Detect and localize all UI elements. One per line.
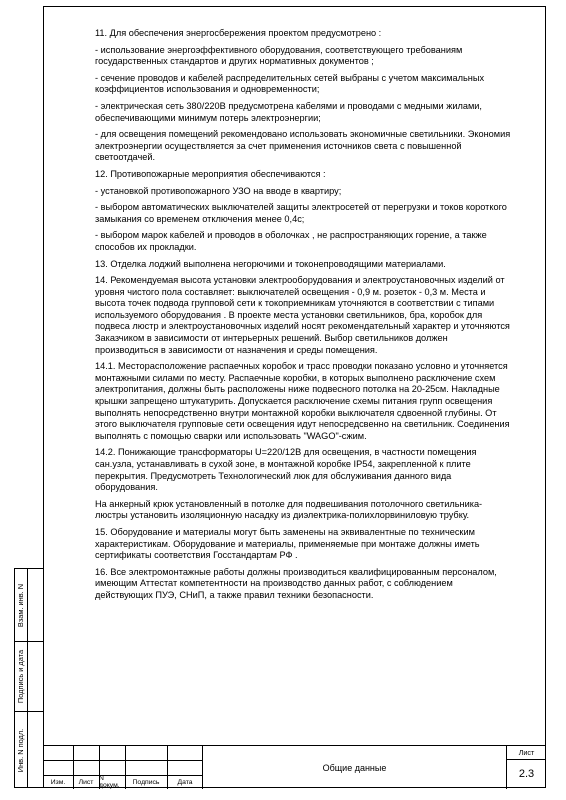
side-label-vzam: Взам. инв. N (16, 583, 26, 627)
side-label-inv: Инв. N подл. (16, 728, 26, 772)
note-14-2: 14.2. Понижающие трансформаторы U=220/12В для освещения, в частности помещения сан.узла, устанавливать в сухой зоне, в монтажной коробке IP54, закрепленной к плите перекрытия. Предусмотреть Технологический люк для обслуживания данного вида оборудования. (95, 447, 477, 493)
note-11-item-3: - электрическая сеть 380/220В предусмотрена кабелями и проводами с медными жилами, обеспечивающими минимум потерь электроэнергии; (95, 100, 482, 123)
note-15: 15. Оборудование и материалы могут быть заменены на эквивалентные по техническим характеристикам. Оборудование и материалы, применяемые при монтаже должны иметь сертификаты соответствия Госстандартам РФ . (95, 526, 480, 561)
title-block (43, 745, 546, 788)
note-14: 14. Рекомендуемая высота установки электрооборудования и электроустановочных изделий от уровня чистого пола составляет: выключателей освещения - 0,9 м. розеток - 0,3 м. Места и высота точек подвода групповой сети к токоприемникам уточняются в соответствии с типами используемого оборудования . В проекте места установки светильников, бра, коробок для подвеса люстр и электроустановочных изделий носят рекомендательный характер и уточняются Заказчиком в зависимости от интерьерных решений. Выбор светильников должен производиться в зависимости от назначения и среды помещения. (95, 275, 510, 355)
note-11-item-2: - сечение проводов и кабелей распределительных сетей выбраны с учетом максимальных коэффициентов использования и одновременности; (95, 72, 485, 95)
sheet-label: Лист (507, 746, 546, 760)
stamp-list: Лист (78, 778, 94, 786)
note-14-1: 14.1. Месторасположение распаечных коробок и трасс проводки показано условно и уточняется монтажными силами по месту. Распаечные коробки, в которых выполнено расключение схем электропитания, должны быть расположены ниже подвесного потолка на 20-25см. Накладные крышки запрещено штукатурить. Допускается расключение схемы питания групп освещения выполнять непосредственно внутри монтажной коробки выключателя сдвоенной глубины. От этого выключателя групповые сети освещения идут непосредсвенно на светильник. Соединения выполнять с помощью сварки или использовать "WAGO"-сжим. (95, 361, 510, 441)
note-11-item-4: - для освещения помещений рекомендовано использовать экономичные светильники. Экономия электроэнергии осуществляется за счет применения источников света с повышенной светоотдачей. (95, 129, 511, 163)
note-16: 16. Все электромонтажные работы должны производиться квалифицированным персоналом, имеющим Аттестат компетентности на производство данных работ, с соблюдением действующих ПУЭ, СНиП, а также правил техники безопасности. (95, 566, 497, 600)
stamp-izm: Изм. (50, 778, 66, 786)
stamp-data: Дата (177, 778, 193, 786)
sheet-number: 2.3 (518, 768, 535, 780)
sheet-title: Общие данные (322, 762, 387, 773)
revision-grid (43, 746, 203, 789)
notes-text (95, 28, 513, 607)
side-approval-strip (14, 568, 44, 788)
note-12-item-1: - установкой противопожарного УЗО на вводе в квартиру; (95, 185, 342, 196)
side-sign-column (27, 569, 43, 787)
stamp-podp: Подпись (132, 778, 160, 786)
sheet-number-box (506, 746, 546, 789)
note-11-heading: 11. Для обеспечения энергосбережения проектом предусмотрено : (95, 28, 382, 38)
side-label-podpis: Подпись и дата (16, 649, 26, 703)
note-11-item-1: - использование энергоэффективного оборудования, соответствующего требованиям государственных стандартов и других нормативных документов ; (95, 44, 463, 67)
stamp-ndok: N докум. (99, 775, 120, 789)
note-12-item-2: - выбором автоматических выключателей защиты электросетей от перегрузки и токов короткого замыкания со временем отключения менее 0,4с; (95, 202, 507, 224)
note-13: 13. Отделка лоджий выполнена негорючими и токонепроводящими материалами. (95, 258, 446, 269)
note-12-item-3: - выбором марок кабелей и проводов в оболочках , не распространяющих горение, а также способов их прокладки. (95, 230, 487, 252)
note-anchor-hook: На анкерный крюк установленный в потолке для подвешивания потолочного светильника-люстры установить изоляционную насадку из диэлектрика-полихлорвиниловую трубку. (95, 498, 483, 521)
note-12-heading: 12. Противопожарные мероприятия обеспечиваются : (95, 168, 326, 179)
